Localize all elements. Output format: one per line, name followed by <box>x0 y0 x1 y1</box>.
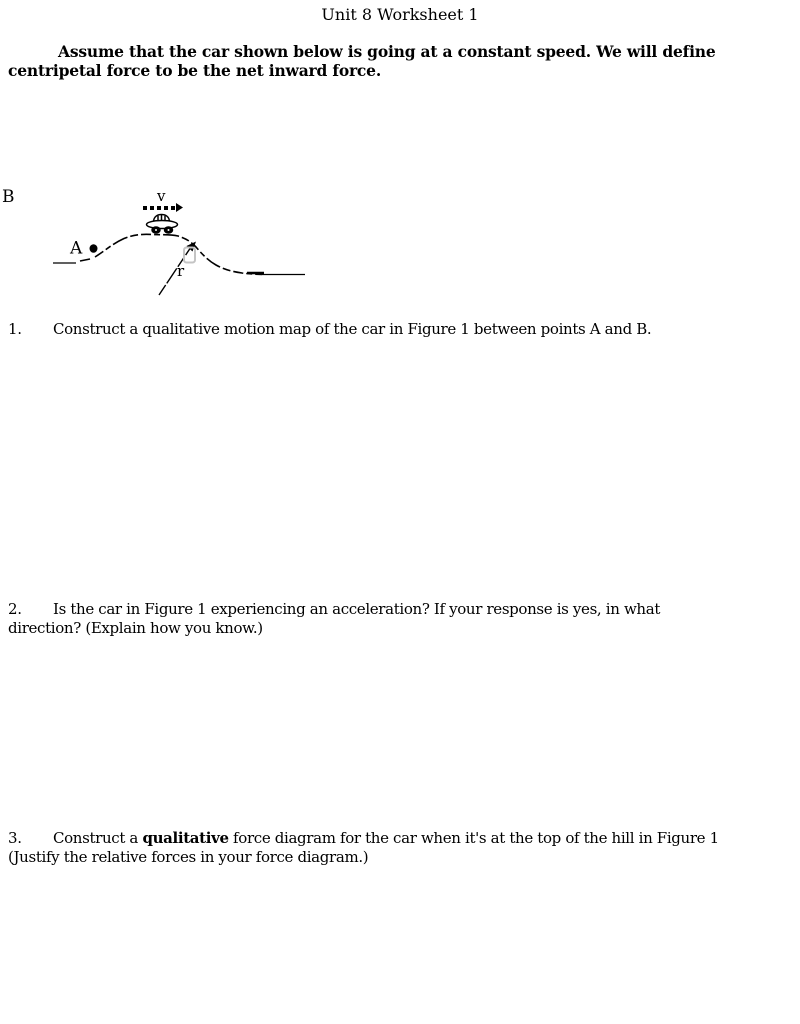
point-a-dot <box>90 244 98 253</box>
page-title: Unit 8 Worksheet 1 <box>321 5 479 24</box>
intro-paragraph <box>8 42 798 80</box>
question-2-text: Is the car in Figure 1 experiencing an acceleration? If your response is yes, in what <box>53 600 661 618</box>
question-1-text: Construct a qualitative motion map of the car in Figure 1 between points A and B. <box>53 320 652 338</box>
question-1-number: 1. <box>8 320 22 338</box>
question-3-text-post: force diagram for the car when it's at the top of the hill in Figure 1 <box>228 829 719 847</box>
question-3-line-1 <box>8 829 798 848</box>
question-1 <box>8 320 798 339</box>
question-1-line-1 <box>8 320 798 339</box>
point-b-label: B <box>2 187 15 207</box>
car-wheel-hub <box>155 229 157 231</box>
intro-line-2: centripetal force to be the net inward force. <box>8 61 382 80</box>
question-3-number: 3. <box>8 829 22 847</box>
car-icon <box>147 215 178 234</box>
car-wheel-hub <box>168 229 170 231</box>
intro-line-1: Assume that the car shown below is going at a constant speed. We will define <box>58 42 716 61</box>
question-3-bold-word: qualitative <box>142 829 229 847</box>
question-2-number: 2. <box>8 600 22 618</box>
velocity-label: v <box>157 187 166 205</box>
question-2-line-1 <box>8 600 798 619</box>
question-3-text-pre: Construct a <box>53 829 143 847</box>
question-3 <box>8 829 798 867</box>
question-2-line-2: direction? (Explain how you know.) <box>8 619 263 637</box>
question-2 <box>8 600 798 638</box>
question-3-line-2: (Justify the relative forces in your force diagram.) <box>8 848 369 866</box>
car-body <box>147 221 178 229</box>
velocity-arrowhead-icon <box>176 203 183 212</box>
figure-1-hill-diagram <box>0 180 320 305</box>
point-a-label: A <box>70 238 83 259</box>
radius-label: r <box>177 262 185 280</box>
